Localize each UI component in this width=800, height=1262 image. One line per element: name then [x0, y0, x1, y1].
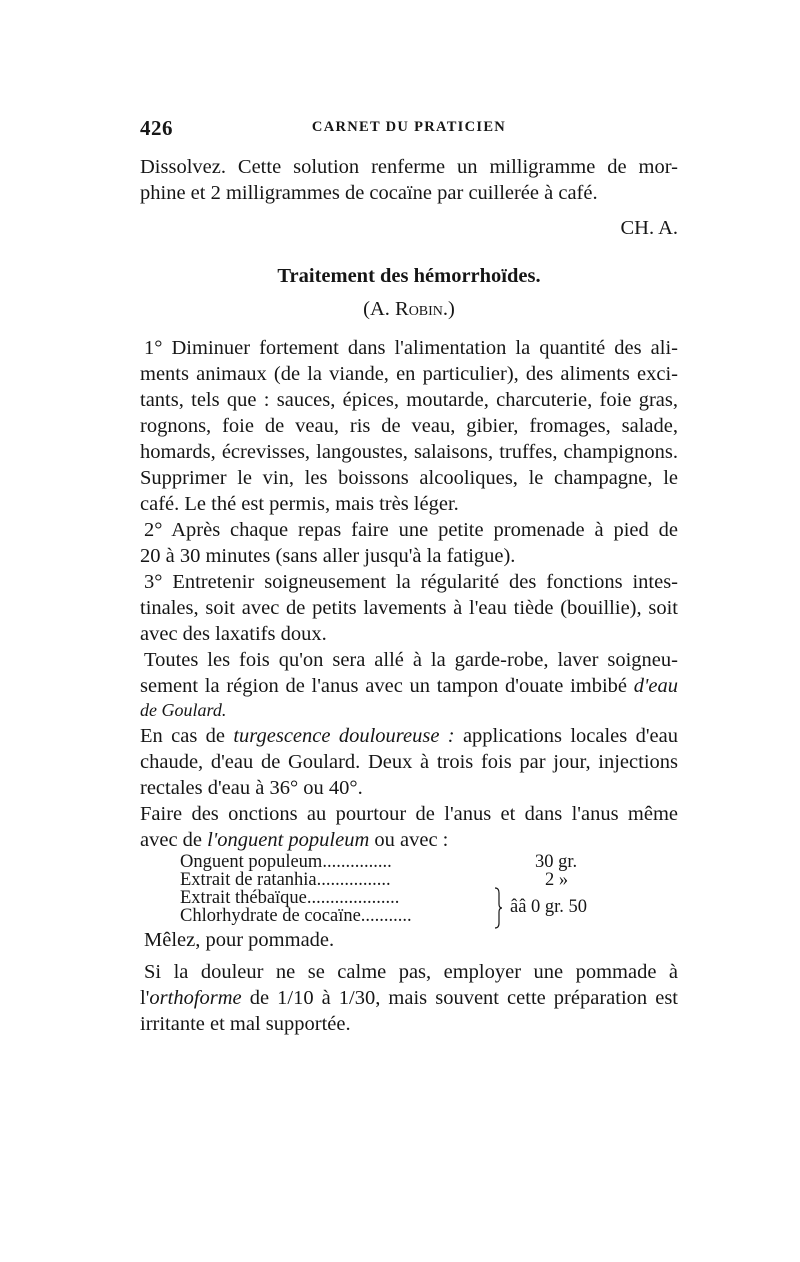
- text-run: sement la région de l'anus avec un tampon d'ouate imbibé: [140, 675, 634, 697]
- recipe-item-name: Extrait thébaïque....................: [180, 888, 400, 908]
- recipe-instruction: Mêlez, pour pommade.: [144, 929, 335, 951]
- text-line: 2° Après chaque repas faire une petite promenade à pied de: [144, 519, 678, 541]
- recipe-shared-qty: ââ 0 gr. 50: [510, 897, 588, 917]
- signature: CH. A.: [620, 217, 678, 239]
- page-header: [140, 116, 678, 140]
- italic-run: l'onguent populeum: [207, 829, 370, 851]
- text-line: phine et 2 milligrammes de cocaïne par cuillerée à café.: [140, 182, 598, 204]
- text-run: ou avec :: [369, 829, 449, 851]
- italic-run: de Goulard.: [140, 700, 227, 720]
- text-line: ments animaux (de la viande, en particulier), des aliments exci-: [140, 363, 678, 385]
- text-run: En cas de: [140, 725, 234, 747]
- text-line: Dissolvez. Cette solution renferme un milligramme de mor-: [140, 156, 678, 178]
- recipe-item-name: Extrait de ratanhia................: [180, 870, 391, 890]
- text-line: avec des laxatifs doux.: [140, 623, 327, 645]
- text-run: avec de: [140, 829, 208, 851]
- text-line: 1° Diminuer fortement dans l'alimentation la quantité des ali-: [144, 337, 678, 359]
- text-line: homards, écrevisses, langoustes, salaisons, truffes, champignons.: [140, 441, 678, 463]
- author-close: .): [442, 298, 455, 320]
- recipe-item-qty: 30 gr.: [535, 852, 578, 872]
- text-line: 20 à 30 minutes (sans aller jusqu'à la fatigue).: [140, 545, 516, 567]
- text-run: l': [140, 987, 150, 1009]
- recipe-item-qty: 2 »: [545, 870, 569, 890]
- text-line: rectales d'eau à 36° ou 40°.: [140, 777, 363, 799]
- text-line: Faire des onctions au pourtour de l'anus et dans l'anus même: [140, 803, 678, 825]
- running-head: CARNET DU PRATICIEN: [311, 119, 507, 135]
- text-line: Si la douleur ne se calme pas, employer une pommade à: [144, 961, 678, 983]
- brace-icon: [494, 887, 502, 929]
- text-line: rognons, foie de veau, ris de veau, gibier, fromages, salade,: [140, 415, 678, 437]
- text-line: tinales, soit avec de petits lavements à l'eau tiède (bouillie), soit: [140, 597, 678, 619]
- author-name: Robin: [395, 298, 443, 320]
- text-line: [140, 828, 678, 853]
- recipe-item-name: Chlorhydrate de cocaïne...........: [180, 906, 412, 926]
- text-run: applications locales d'eau: [454, 725, 678, 747]
- section-title: Traitement des hémorrhoïdes.: [277, 265, 541, 287]
- text-line: tants, tels que : sauces, épices, moutarde, charcuterie, foie gras,: [140, 389, 678, 411]
- page-number: 426: [140, 116, 173, 140]
- text-line: [140, 698, 678, 723]
- text-run: de 1/10 à 1/30, mais souvent cette préparation est: [241, 987, 678, 1009]
- text-line: Supprimer le vin, les boissons alcooliques, le champagne, le: [140, 467, 678, 489]
- text-line: café. Le thé est permis, mais très léger.: [140, 493, 459, 515]
- section-author: [140, 297, 678, 322]
- text-line: chaude, d'eau de Goulard. Deux à trois fois par jour, injections: [140, 751, 678, 773]
- italic-run: d'eau: [633, 675, 678, 697]
- recipe-item-name: Onguent populeum...............: [180, 852, 392, 872]
- italic-run: turgescence douloureuse :: [233, 725, 455, 747]
- italic-run: orthoforme: [149, 987, 242, 1009]
- text-line: 3° Entretenir soigneusement la régularité des fonctions intes-: [144, 571, 678, 593]
- text-line: [140, 724, 678, 749]
- text-line: Toutes les fois qu'on sera allé à la garde-robe, laver soigneu-: [144, 649, 678, 671]
- text-line: [140, 986, 678, 1011]
- text-line: [140, 674, 678, 699]
- author-open: (A.: [363, 298, 396, 320]
- text-line: irritante et mal supportée.: [140, 1013, 351, 1035]
